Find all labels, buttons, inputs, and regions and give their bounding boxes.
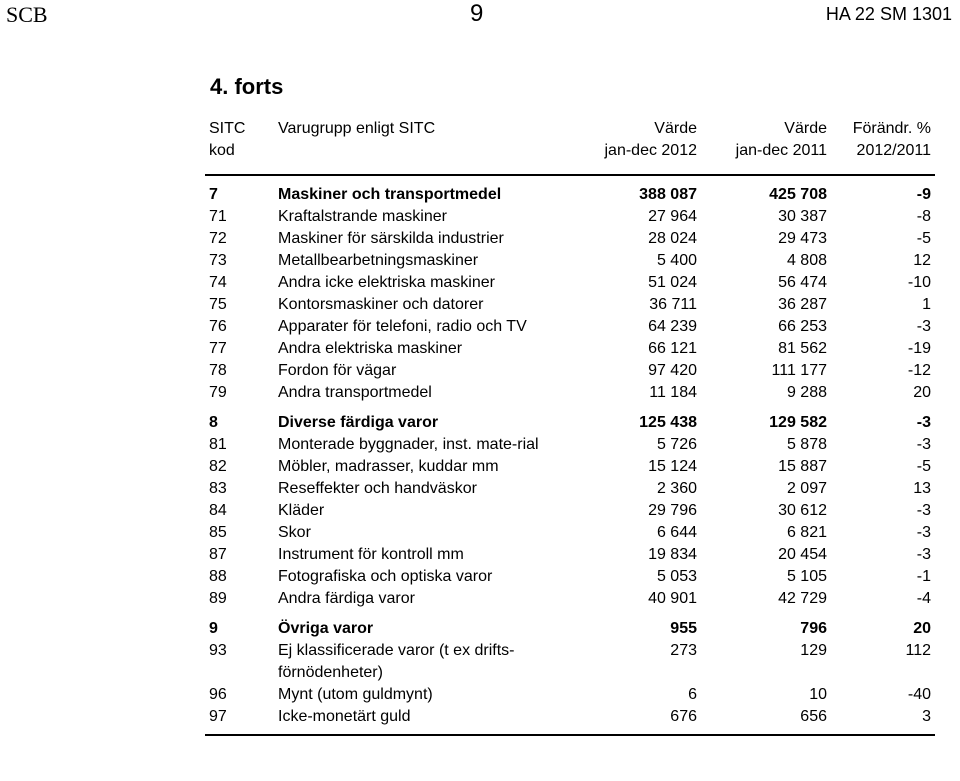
table-row (205, 360, 935, 382)
header-group: Varugrupp enligt SITC (278, 120, 436, 137)
group-name: Övriga varor (278, 620, 374, 637)
change-percent: -5 (916, 458, 931, 475)
sitc-code: 81 (209, 436, 227, 453)
sitc-code: 8 (209, 414, 218, 431)
sitc-code: 88 (209, 568, 227, 585)
sitc-code: 83 (209, 480, 227, 497)
table-row (205, 684, 935, 706)
value-2012: 19 834 (648, 546, 697, 563)
change-percent: -9 (916, 186, 931, 203)
header-value-2011 (736, 118, 827, 162)
sitc-code: 72 (209, 230, 227, 247)
change-percent: -3 (916, 524, 931, 541)
value-2011: 15 887 (778, 458, 827, 475)
change-percent: -3 (916, 436, 931, 453)
header-value-2012 (604, 118, 697, 162)
table-row (205, 338, 935, 360)
change-percent: 112 (905, 642, 931, 659)
value-2011: 425 708 (769, 186, 827, 203)
value-2011: 129 (800, 642, 827, 659)
header-change-line1: Förändr. % (852, 120, 931, 137)
value-2012: 388 087 (639, 186, 697, 203)
publication-id: HA 22 SM 1301 (825, 4, 952, 24)
table-row (205, 478, 935, 500)
sitc-code: 9 (209, 620, 218, 637)
header-v2012-line2: jan-dec 2012 (604, 142, 697, 159)
table-row (205, 456, 935, 478)
group-name: Ej klassificerade varor (t ex drifts-förnödenheter) (278, 642, 515, 681)
header-sitc-line1: SITC (209, 120, 246, 137)
group-name: Kläder (278, 502, 325, 519)
change-percent: -4 (916, 590, 931, 607)
change-percent: -5 (916, 230, 931, 247)
value-2012: 955 (670, 620, 697, 637)
header-change-line2: 2012/2011 (856, 142, 931, 159)
table-row (205, 544, 935, 566)
value-2012: 97 420 (648, 362, 697, 379)
change-percent: 3 (922, 708, 931, 725)
group-name: Maskiner och transportmedel (278, 186, 502, 203)
value-2012: 5 053 (656, 568, 697, 585)
value-2012: 28 024 (648, 230, 697, 247)
sitc-code: 93 (209, 642, 227, 659)
header-sitc-code (209, 118, 245, 162)
value-2011: 6 821 (786, 524, 827, 541)
value-2011: 5 105 (786, 568, 827, 585)
table-row (205, 294, 935, 316)
group-name: Andra icke elektriska maskiner (278, 274, 495, 291)
value-2011: 20 454 (778, 546, 827, 563)
sitc-code: 85 (209, 524, 227, 541)
group-name: Möbler, madrasser, kuddar mm (278, 458, 499, 475)
value-2012: 64 239 (648, 318, 697, 335)
header-v2011-line2: jan-dec 2011 (735, 142, 827, 159)
change-percent: -10 (907, 274, 931, 291)
group-name: Kontorsmaskiner och datorer (278, 296, 484, 313)
table-body (205, 176, 935, 728)
value-2011: 2 097 (786, 480, 827, 497)
header-org: SCB (6, 2, 48, 27)
value-2011: 111 177 (771, 362, 827, 379)
table-row (205, 500, 935, 522)
sitc-code: 96 (209, 686, 227, 703)
value-2012: 40 901 (648, 590, 697, 607)
sitc-code: 77 (209, 340, 227, 357)
group-name: Maskiner för särskilda industrier (278, 230, 504, 247)
sitc-code: 89 (209, 590, 227, 607)
sitc-code: 75 (209, 296, 227, 313)
table-row (205, 640, 935, 684)
table-row (205, 250, 935, 272)
section-title: 4. forts (210, 74, 284, 99)
group-name: Kraftalstrande maskiner (278, 208, 447, 225)
sitc-code: 74 (209, 274, 227, 291)
value-2012: 125 438 (639, 414, 697, 431)
table-row (205, 382, 935, 404)
table-row (205, 522, 935, 544)
change-percent: 12 (913, 252, 931, 269)
group-name: Mynt (utom guldmynt) (278, 686, 433, 703)
value-2011: 656 (800, 708, 827, 725)
value-2012: 66 121 (648, 340, 697, 357)
change-percent: 20 (913, 620, 931, 637)
group-name: Metallbearbetningsmaskiner (278, 252, 479, 269)
change-percent: 20 (913, 384, 931, 401)
table-row (205, 206, 935, 228)
value-2011: 81 562 (778, 340, 827, 357)
value-2012: 29 796 (648, 502, 697, 519)
value-2011: 10 (809, 686, 827, 703)
sitc-code: 78 (209, 362, 227, 379)
value-2011: 36 287 (778, 296, 827, 313)
sitc-code: 71 (209, 208, 227, 225)
group-name: Instrument för kontroll mm (278, 546, 464, 563)
sitc-code: 76 (209, 318, 227, 335)
value-2012: 27 964 (648, 208, 697, 225)
header-change (853, 118, 931, 162)
value-2011: 29 473 (778, 230, 827, 247)
value-2012: 5 400 (656, 252, 697, 269)
value-2012: 6 (688, 686, 697, 703)
group-name: Apparater för telefoni, radio och TV (278, 318, 527, 335)
group-name: Fotografiska och optiska varor (278, 568, 493, 585)
group-name: Icke-monetärt guld (278, 708, 411, 725)
value-2011: 9 288 (786, 384, 827, 401)
sitc-code: 82 (209, 458, 227, 475)
value-2011: 30 387 (778, 208, 827, 225)
value-2012: 51 024 (648, 274, 697, 291)
change-percent: -3 (916, 414, 931, 431)
value-2012: 273 (670, 642, 697, 659)
value-2011: 129 582 (769, 414, 827, 431)
column-header (205, 118, 935, 170)
change-percent: 1 (922, 296, 931, 313)
change-percent: 13 (913, 480, 931, 497)
value-2011: 5 878 (786, 436, 827, 453)
table-row (205, 272, 935, 294)
change-percent: -1 (916, 568, 931, 585)
trade-table (205, 118, 935, 736)
change-percent: -19 (907, 340, 931, 357)
table-row (205, 228, 935, 250)
group-name: Andra transportmedel (278, 384, 432, 401)
change-percent: -40 (907, 686, 931, 703)
table-row (205, 434, 935, 456)
value-2011: 66 253 (778, 318, 827, 335)
bottom-rule (205, 734, 935, 736)
group-name: Skor (278, 524, 311, 541)
table-row (205, 316, 935, 338)
value-2012: 11 184 (649, 384, 697, 401)
change-percent: -3 (916, 318, 931, 335)
table-row (205, 618, 935, 640)
table-row (205, 566, 935, 588)
table-row (205, 588, 935, 610)
change-percent: -3 (916, 502, 931, 519)
group-name: Andra färdiga varor (278, 590, 415, 607)
table-row (205, 412, 935, 434)
page-number: 9 (470, 0, 484, 27)
page-header (0, 0, 960, 30)
sitc-code: 79 (209, 384, 227, 401)
sitc-code: 87 (209, 546, 227, 563)
value-2011: 4 808 (786, 252, 827, 269)
value-2011: 796 (800, 620, 827, 637)
group-name: Fordon för vägar (278, 362, 397, 379)
sitc-code: 7 (209, 186, 218, 203)
group-name: Reseffekter och handväskor (278, 480, 477, 497)
value-2011: 42 729 (778, 590, 827, 607)
value-2011: 56 474 (778, 274, 827, 291)
value-2012: 36 711 (649, 296, 697, 313)
header-v2012-line1: Värde (654, 120, 697, 137)
table-row (205, 706, 935, 728)
change-percent: -3 (916, 546, 931, 563)
header-sitc-line2: kod (209, 142, 235, 159)
group-name: Diverse färdiga varor (278, 414, 439, 431)
sitc-code: 97 (209, 708, 227, 725)
change-percent: -8 (916, 208, 931, 225)
sitc-code: 84 (209, 502, 227, 519)
change-percent: -12 (907, 362, 931, 379)
group-name: Andra elektriska maskiner (278, 340, 463, 357)
value-2012: 6 644 (656, 524, 697, 541)
header-v2011-line1: Värde (784, 120, 827, 137)
value-2012: 15 124 (648, 458, 697, 475)
group-name: Monterade byggnader, inst. mate-rial (278, 436, 539, 453)
table-row (205, 184, 935, 206)
value-2012: 2 360 (656, 480, 697, 497)
sitc-code: 73 (209, 252, 227, 269)
value-2011: 30 612 (778, 502, 827, 519)
value-2012: 5 726 (656, 436, 697, 453)
value-2012: 676 (670, 708, 697, 725)
